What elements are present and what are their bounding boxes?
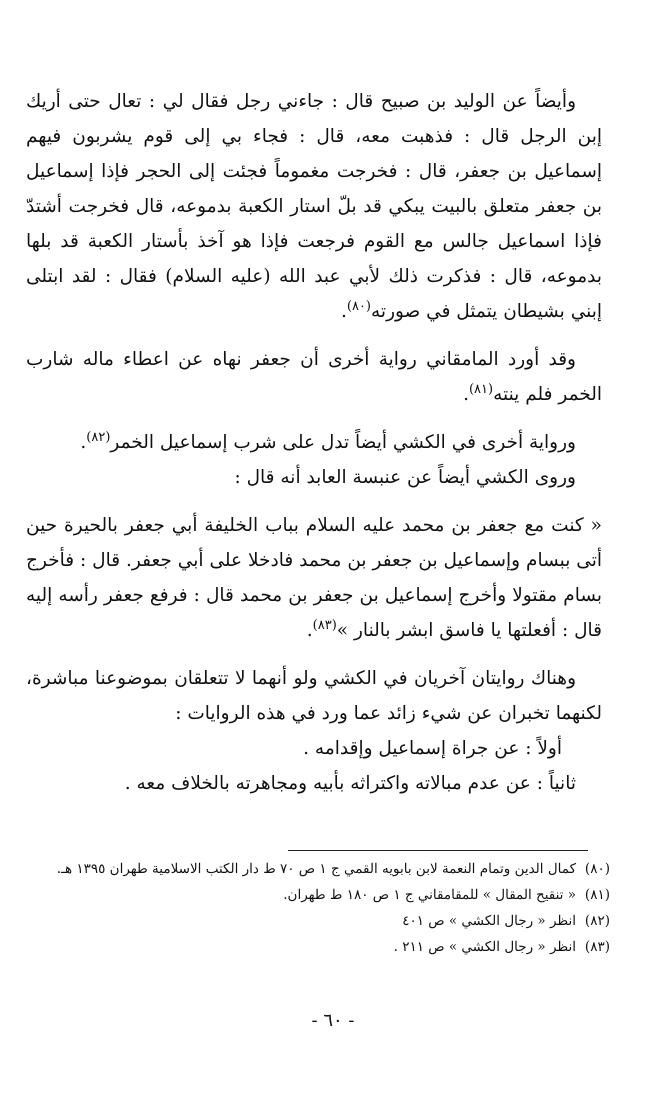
footnote-mark-83: (٨٣) [312,617,337,633]
paragraph-anbasa-intro: وروى الكشي أيضاً عن عنبسة العابد أنه قال : [234,467,576,488]
footnote-number: (٨٠) [584,861,610,877]
footnote-number: (٨٢) [584,913,610,929]
page-number: - ٦٠ - [311,1010,355,1031]
footnote-text: « تنقيح المقال » للمقامقاني ج ١ ص ١٨٠ ط طهران. [283,887,576,903]
footnote-mark-80: (٨٠) [346,298,371,314]
paragraph-mamaqani: وقد أورد المامقاني رواية أخرى أن جعفر نهاه عن اعطاء ماله شارب الخمر فلم ينته$^{(٨١)}$. [26,349,602,405]
footnote-text: انظر « رجال الكشي » ص ٢١١ . [393,939,576,955]
footnotes [24,856,610,960]
main-text [26,84,602,801]
point-second: ثانياً : عن عدم مبالاته واكتراثه بأبيه ومجاهرته بالخلاف معه . [124,773,576,794]
footnote-text: انظر « رجال الكشي » ص ٤٠١ [402,913,576,929]
footnote-text: كمال الدين وتمام النعمة لابن بابويه القمي ج ١ ص ٧٠ ط دار الكتب الاسلامية طهران ١٣٩٥ هـ. [56,861,576,877]
footnote-81 [24,882,610,908]
footnote-divider [288,850,588,851]
paragraph-two-narrations: وهناك روايتان آخريان في الكشي ولو أنهما لا تتعلقان بموضوعنا مباشرة، لكنهما تخبران عن شيء زائد عما ورد في هذه الروايات : [26,668,602,724]
footnote-number: (٨١) [584,887,610,903]
footnote-83 [24,934,610,960]
footnote-mark-81: (٨١) [468,381,494,397]
point-first: أولاً : عن جراة إسماعيل وإقدامه . [303,738,562,759]
footnote-number: (٨٣) [584,939,610,955]
paragraph-kashshi-wine: ورواية أخرى في الكشي أيضاً تدل على شرب إسماعيل الخمر$^{(٨٢)}$. [80,429,576,453]
footnote-mark-82: (٨٢) [86,429,111,445]
footnote-82 [24,908,610,934]
paragraph-walid-narration: وأيضاً عن الوليد بن صبيح قال : جاءني رجل فقال لي : تعال حتى أريك إبن الرجل قال : فذهبت معه، قال : فجاء بي إلى قوم يشربون فيهم إسماعيل بن جعفر، قال : فخرجت مغموماً فجئت إلى الحجر فإذا إسماعيل بن جعفر متعلق بالبيت يبكي قد بلّ استار الكعبة بدموعه، قال فخرجت أشتدّ فإذا اسماعيل جالس مع القوم فرجعت فإذا هو آخذ بأستار الكعبة قد بلها بدموعه، قال : فذكرت ذلك لأبي عبد الله (عليه السلام) فقال : لقد ابتلى إبني بشيطان يتمثل في صورته$^{(٨٠)}$. [26,91,602,322]
paragraph-quote: « كنت مع جعفر بن محمد عليه السلام بباب الخليفة أبي جعفر بالحيرة حين أتى ببسام وإسماعيل بن جعفر بن محمد فادخلا على أبي جعفر. قال : فأخرج بسام مقتولا وأخرج إسماعيل بن جعفر بن محمد قال : فرفع جعفر رأسه إليه قال : أفعلتها يا فاسق ابشر بالنار »$^{(٨٣)}$. [26,515,602,641]
footnote-80 [24,856,610,882]
